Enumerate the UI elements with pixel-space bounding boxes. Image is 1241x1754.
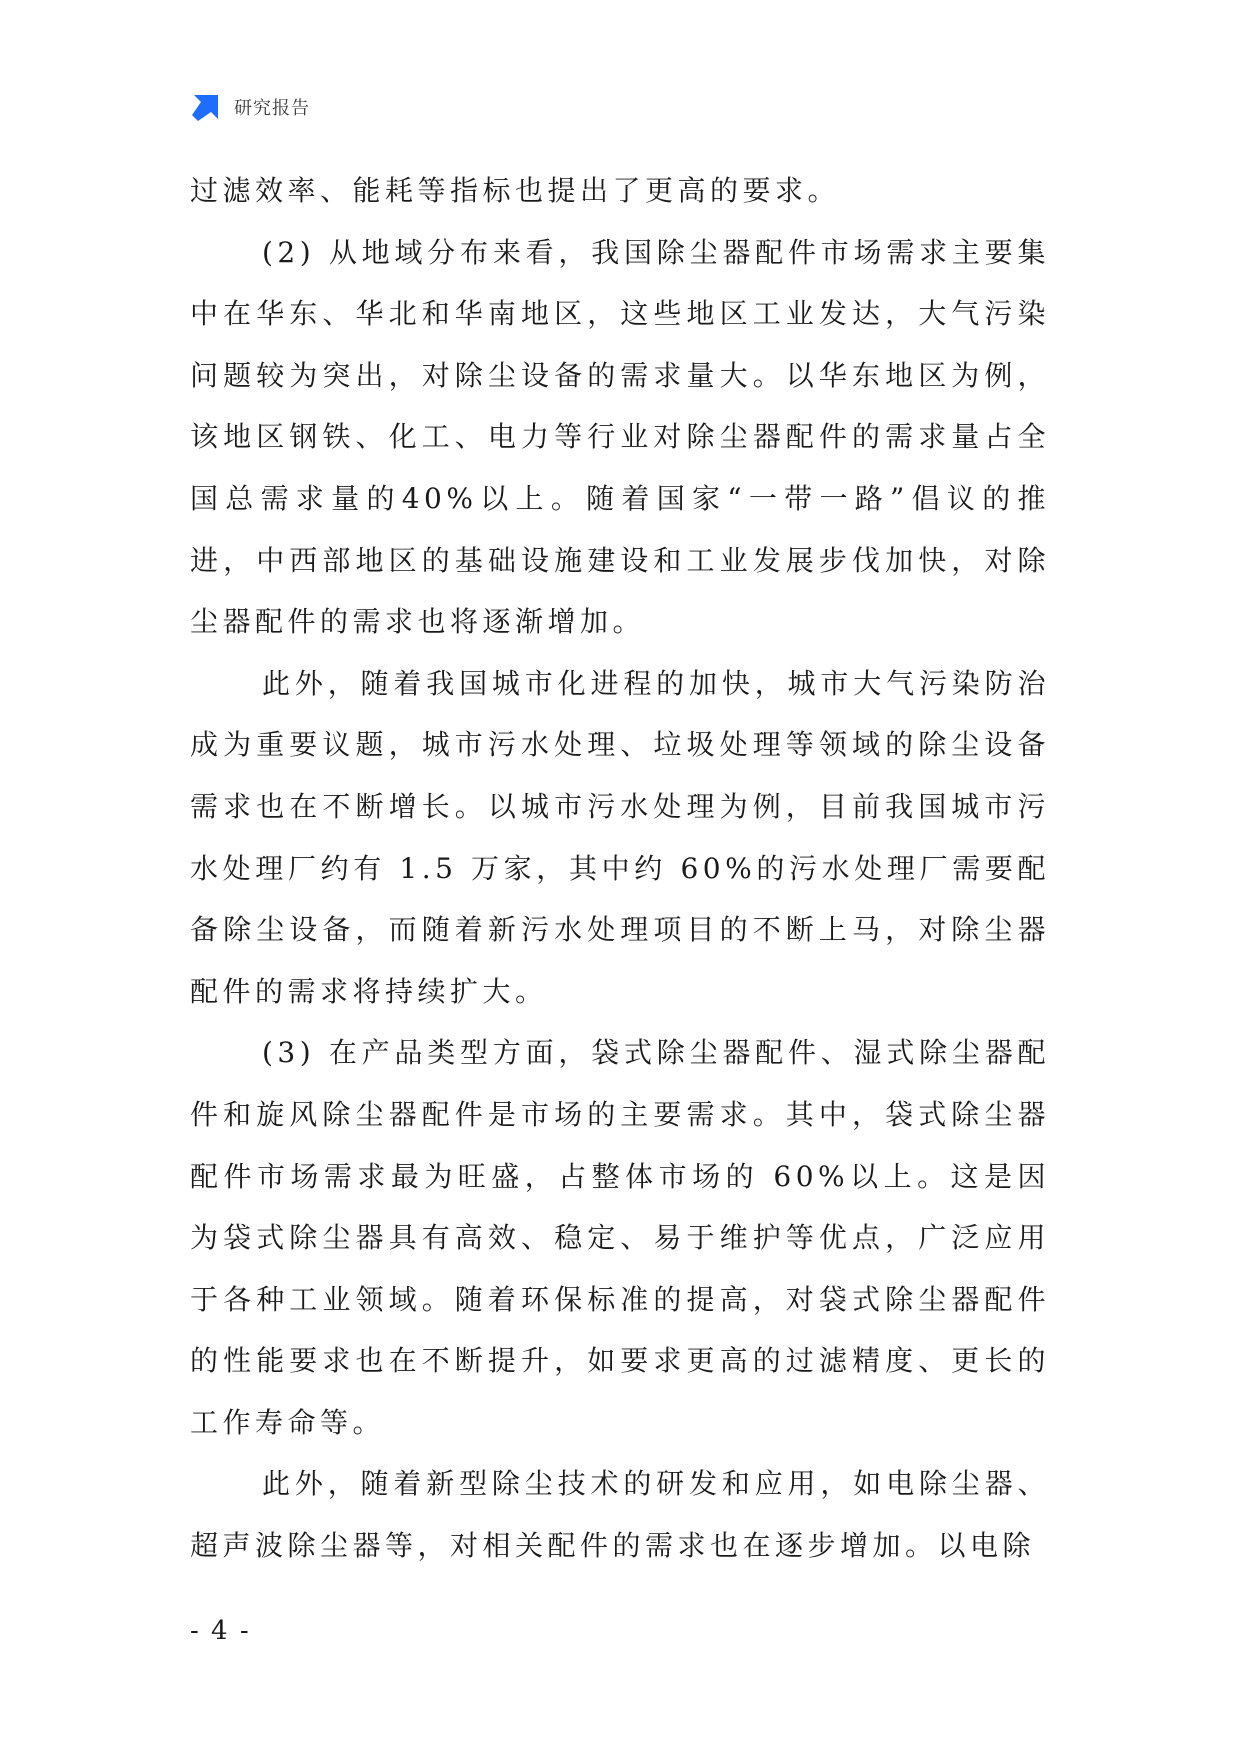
report-title: 研究报告 (234, 98, 310, 119)
document-body (190, 160, 1050, 1577)
paragraph-product-types: (3) 在产品类型方面，袋式除尘器配件、湿式除尘器配件和旋风除尘器配件是市场的主要需求。其中，袋式除尘器配件市场需求最为旺盛，占整体市场的 60%以上。这是因为袋式除尘器具有高效、稳定、易于维护等优点，广泛应用于各种工业领域。随着环保标准的提高，对袋式除尘器配件的性能要求也在不断提升，如要求更高的过滤精度、更长的工作寿命等。 (190, 1036, 1050, 1439)
page-number: - 4 - (190, 1616, 251, 1646)
paragraph-continuation: 过滤效率、能耗等指标也提出了更高的要求。 (190, 174, 841, 207)
arrow-up-right-icon (190, 91, 222, 123)
paragraph-new-technology: 此外，随着新型除尘技术的研发和应用，如电除尘器、超声波除尘器等，对相关配件的需求也在逐步增加。以电除 (190, 1467, 1050, 1563)
paragraph-regional-distribution: (2) 从地域分布来看，我国除尘器配件市场需求主要集中在华东、华北和华南地区，这些地区工业发达，大气污染问题较为突出，对除尘设备的需求量大。以华东地区为例，该地区钢铁、化工、电力等行业对除尘器配件的需求量占全国总需求量的40%以上。随着国家“一带一路”倡议的推进，中西部地区的基础设施建设和工业发展步伐加快，对除尘器配件的需求也将逐渐增加。 (190, 235, 1050, 639)
paragraph-urbanization: 此外，随着我国城市化进程的加快，城市大气污染防治成为重要议题，城市污水处理、垃圾处理等领域的除尘设备需求也在不断增长。以城市污水处理为例，目前我国城市污水处理厂约有 1.5 万家，其中约 60%的污水处理厂需要配备除尘设备，而随着新污水处理项目的不断上马，对除尘器配件的需求将持续扩大。 (190, 666, 1050, 1008)
page-header (190, 90, 310, 124)
